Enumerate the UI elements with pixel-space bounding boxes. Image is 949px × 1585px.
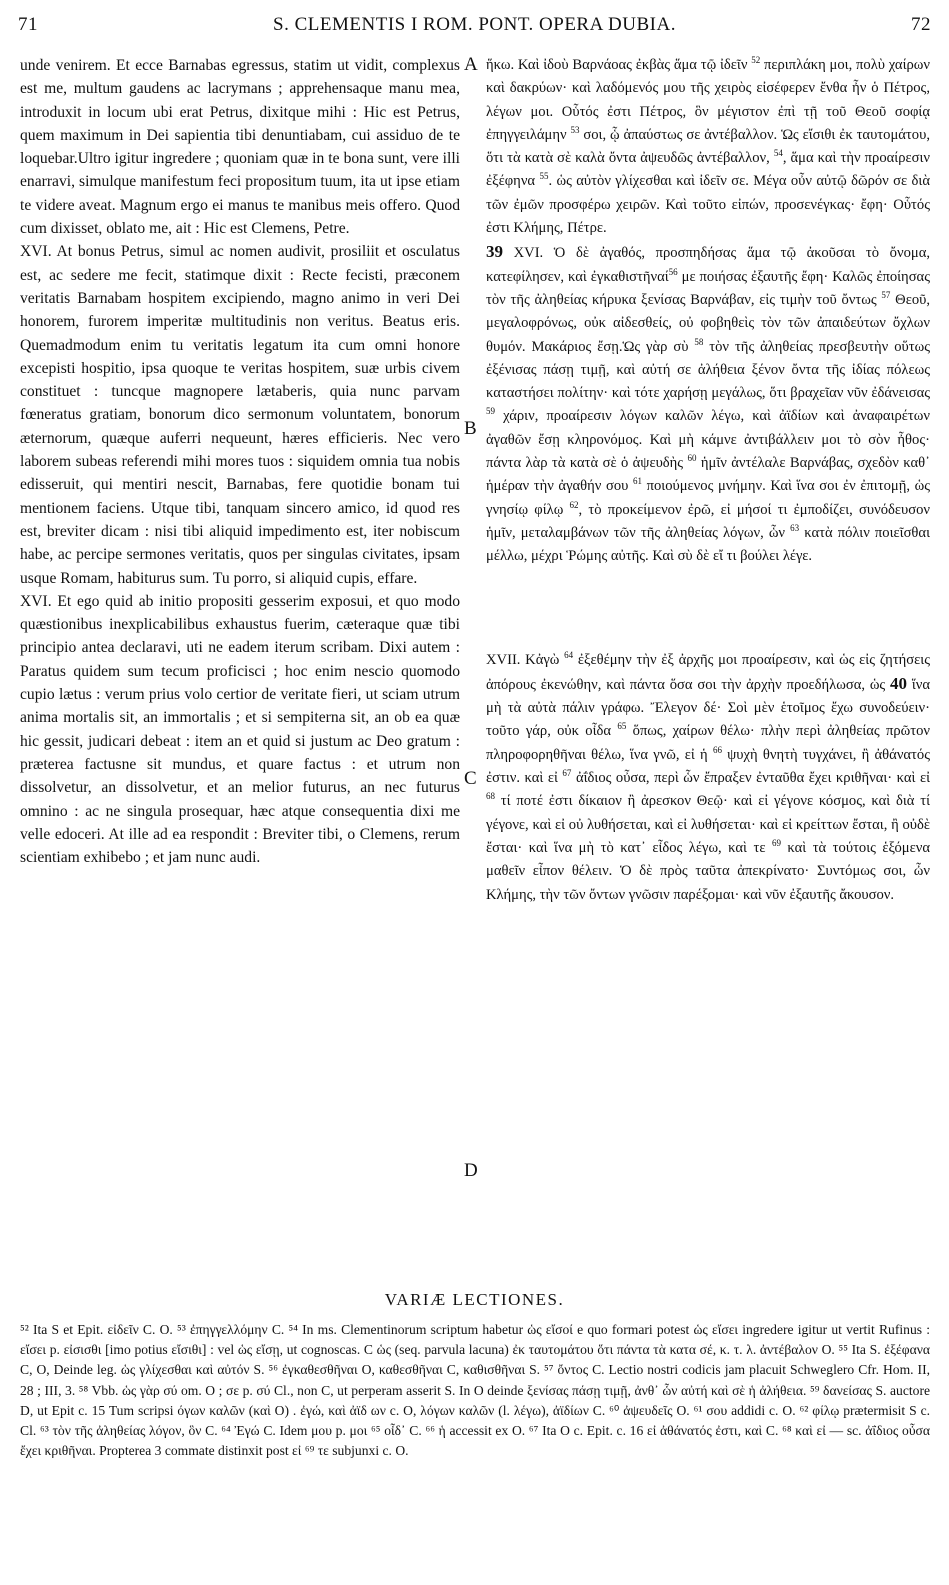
greek-text: κατὰ πόλιν ποιεῖσθαι μέλλω, μέχρι Ῥώμης αὐτῆς. Καὶ σὺ δὲ εἴ τι βούλει λέγε. [486, 524, 930, 565]
footnote-ref: 62 [569, 499, 579, 510]
greek-text: με ποιήσας ἐξαυτῆς ἔφη· Καλῶς ἐποίησας τὸν τῆς ἀληθείας κήρυκα ξενίσας Βαρνάβαν, εἰς τιμὴν τοῦ ὄντως [486, 268, 930, 308]
footnote-ref: 69 [771, 838, 781, 849]
latin-paragraph-1: unde venirem. Et ecce Barnabas egressus, statim ut vidit, complexus est me, multum gaudens ac lacrymans ; apprehensaque manu mea, introduxit in locum ubi erat Petrus, dixitque mihi : Hic est Petrus, quem maximum in Dei sapientia tibi denuntiabam, cui assiduo de te loquebar.Ultro igitur ingredere ; quoniam quæ in te bona sunt, vere illi enarravi, simulque manifestum feci propositum tuum, ita ut ipse etiam te videre aveat. Magnum ergo ei manus te manibus meis offero. Quod cum dixisset, oblato me, ait : Hic est Clemens, Petre. [20, 57, 460, 238]
greek-paragraph-2 [486, 240, 930, 568]
greek-text: ἵνα μὴ τὰ αὐτὰ πάλιν γράφω. Ἔλεγον δέ· Σοὶ μὲν ἑτοῖμος ἔχω συνοδεύειν· τοῦτο γάρ, οὐκ οἶδα [486, 676, 930, 740]
variant-readings [20, 1320, 930, 1461]
footnote-ref: 56 [668, 266, 678, 277]
footnote-ref: 65 [617, 721, 627, 732]
greek-text: , ἅμα καὶ τὴν προαίρεσιν ἐξέφηνα [486, 150, 931, 190]
footnote-ref: 63 [790, 523, 800, 534]
footnote-ref: 57 [881, 290, 891, 301]
footnote-ref: 54 [773, 148, 783, 159]
running-title: S. CLEMENTIS I ROM. PONT. OPERA DUBIA. [273, 14, 676, 35]
greek-paragraph-1 [486, 54, 930, 240]
margin-page-number: 40 [890, 673, 908, 693]
footnote-ref: 64 [564, 649, 574, 660]
greek-text: ποιούμενος μνήμην. Καὶ ἵνα σοι ἐν ἐπιτομῇ, ὡς γνησίῳ φίλῳ [486, 478, 930, 518]
greek-text: ψυχὴ θνητὴ τυγχάνει, ἢ ἀθάνατός ἐστιν. καὶ εἰ [486, 746, 931, 787]
greek-text: . ὡς αὐτὸν γλίχεσθαι καὶ ἰδεῖν σε. Μέγα οὖν αὐτῷ δῶρόν σε διὰ τῶν ἐμῶν προσφέρω χειρῶν. Καὶ τοῦτο εἰπών, προσενέγκας· ἔφη· Οὗτός ἐστι Κλήμης, Πέτρε. [486, 173, 930, 237]
latin-column [20, 54, 460, 869]
footnote-ref: 59 [486, 406, 495, 417]
greek-text: τί ποτέ ἐστι δίκαιον ἢ ἀρεσκον Θεῷ· καὶ εἰ γέγονε κόσμος, καὶ διὰ τί γέγονε, καὶ εἰ οὐ λυθήσεται, καὶ εἰ λυθήσεται· καὶ εἰ κρείττων ἔσται, ἢ οὐδὲ ἔσται· καὶ ἵνα μὴ τὸ κατ᾿ εἶδος λέγω, καὶ τε [486, 793, 931, 856]
greek-column [486, 54, 930, 907]
greek-text: καὶ τὰ τούτοις ἑξόμενα μαθεῖν εἶπον θέλειν. Ὁ δὲ πρὸς ταῦτα ἀπεκρίνατο· Συντόμως σοι, ὦν Κλήμης, τὴν τῶν ὄντων γνῶσιν παρέξομαι· καὶ νῦν ἐξαυτῆς ἄκουσον. [486, 839, 930, 903]
footnote-ref: 53 [570, 125, 580, 136]
margin-page-number: 39 [486, 242, 503, 262]
footnote-ref: 55 [539, 171, 549, 182]
margin-letter-c: C [464, 768, 477, 789]
footnote-ref: 61 [633, 476, 642, 487]
greek-text: σοι, ᾧ ἀπαύστως σε ἀντέβαλλον. Ὡς εἴσιθι ἐκ ταυτομάτου, ὅτι τὰ κατὰ σὲ καλὰ ὄντα ἀψευδῶς ἀντέβαλλον, [486, 126, 930, 167]
footnote-ref: 66 [712, 744, 722, 755]
latin-paragraph-3: XVI. Et ego quid ab initio propositi gesserim exposui, et quo modo quæstionibus inexplicabilibus exhaustus fuerim, cæteraque quæ tibi principio antea declaravi, uti ne eadem iterum scribam. Dixi autem : Paratus quidem sum tecum proficisci ; hoc enim nescio quomodo cupio lætus : verum prius volo certior de veritate fieri, ut sciam utrum anima mortalis sit, an immortalis ; et si sempiterna sit, an ob ea quæ hic gessit, judicari debeat : item an et quid si justum ac Deo gratum : præterea factusne sit mundus, et quare factus : et utrum non dissolvetur, an dissolvetur, et an melior futurus, an nec futurus omnino : ac ne singula prosequar, hæc atque consequentia dixi me velle edoceri. At ille ad ea respondit : Breviter tibi, o Clemens, rerum scientiam exhibebo ; et jam nunc audi. [20, 592, 460, 867]
greek-text: ἡμῖν ἀντέλαλε Βαρνάβας, σχεδὸν καθ᾿ ἡμέραν τὴν ἀγαθήν σου [486, 455, 930, 495]
footnote-ref: 67 [562, 768, 572, 779]
footnote-ref: 58 [694, 336, 704, 347]
latin-paragraph-2: XVI. At bonus Petrus, simul ac nomen audivit, prosiliit et osculatus est, ac sedere me fecit, statimque dixit : Recte fecisti, præconem veritatis Barnabam hospitem excipiendo, magno animo in veri Dei honorem, furorem imperitæ multitudinis non veritus. Beatus eris. Quemadmodum enim tu veritatis legatum ita cum omni honore excepisti hospitio, ipsa quoque te veritas hospitem, suæ urbis civem constituet : tuncque magnopere lætaberis, quia nunc parvam fœneratus gratiam, bonorum dico sermonum voluntatem, bonorum æternorum, quæque auferri nequeunt, hæres efficieris. Nec vero laborem subeas referendi mihi mores tuos : siquidem omnia tua nobis edisseruit, qui mentiri nescit, Barnabas, fere quotidie bonam tui mentionem faciens. Utque tibi, tanquam sincero amico, id quod res est, breviter dicam : nisi tibi aliquid impedimento est, iter nobiscum habe, ac percipe sermones veritatis, quos per singulas civitates, ipsam usque Romam, habiturus sum. Tu porro, si aliquid cupis, effare. [20, 243, 460, 587]
greek-text: Θεοῦ, μεγαλοφρόνως, οὐκ αἰδεσθείς, οὐ φοβηθεὶς τὸν τῶν ἀπαιδεύτων ὄχλων θυμόν. Μακάριος ἔσῃ.Ὡς γὰρ σὺ [486, 291, 930, 355]
page-number-left: 71 [18, 14, 38, 35]
greek-text: χάριν, προαίρεσιν λόγων καλῶν λέγω, καὶ ἀϊδίων καὶ ἀναφαιρέτων ἀγαθῶν ἔσῃ κληρονόμος. Καὶ μὴ κάμνε ἀντιβάλλειν μοι τὸ σὸν ἦθος· πάντα λὰρ τὰ κατὰ σὲ ὁ ἀψευδὴς [486, 408, 930, 472]
running-header [18, 14, 931, 44]
greek-text: περιπλάκη μοι, πολὺ χαίρων καὶ δακρύων· καὶ λαδόμενός μου τῆς χειρὸς εἰσέφερεν ἔνθα ἦν ὁ Πέτρος, λέγων μοι. Οὗτός ἐστι Πέτρος, ὃν μέγιστον ἐπὶ τῇ τοῦ Θεοῦ σοφίᾳ ἐπηγγειλάμην [486, 57, 930, 143]
footnote-ref: 52 [751, 55, 761, 66]
greek-text: ἐξεθέμην τὴν ἐξ ἀρχῆς μοι προαίρεσιν, καὶ ὡς εἰς ζητήσεις ἀπόρους ἐκενώθην, καὶ πάντα ὅσα σοι τὴν ἀρχὴν προεδήλωσα, ὡς [486, 651, 931, 693]
greek-text: XVI. Ὁ δὲ ἀγαθός, προσπηδήσας ἅμα τῷ ἀκοῦσαι τὸ ὄνομα, κατεφίλησεν, καὶ ἐγκαθιστῆναί [486, 245, 930, 285]
margin-letter-b: B [464, 418, 477, 439]
greek-text: τὸν τῆς ἀληθείας πρεσβευτὴν οὕτως ἐξένισας πάσῃ τιμῇ, καὶ αὐτή σε ἀλήθεια ξένον ὄντα τῆς ἰδίας πόλεως καταστήσει πολίτην· καὶ τότε χαρήσῃ μεγάλως, ὅτι βραχεῖαν νῦν ἐδάνεισας [486, 338, 930, 402]
greek-text: , τὸ προκείμενον ἐρῶ, εἰ μήσοί τι ἐμποδίζει, συνόδευσον ἡμῖν, μεταλαμβάνων τῶν τῆς ἀληθείας λόγων, ὧν [486, 501, 930, 541]
variant-readings-heading: VARIÆ LECTIONES. [384, 1290, 565, 1309]
greek-text: ἀΐδιος οὖσα, περὶ ὧν ἔπραξεν ἐνταῦθα ἔχει κριθῆναι· καὶ εἰ [575, 770, 931, 787]
greek-text: ἥκω. Καὶ ἰδοὺ Βαρνάοας ἐκβὰς ἅμα τῷ ἰδεῖν [486, 57, 748, 73]
footnote-ref: 60 [687, 453, 697, 464]
page-number-right: 72 [911, 14, 931, 35]
greek-paragraph-3 [486, 649, 930, 907]
footnote-ref: 68 [486, 791, 495, 802]
variant-readings-text: ⁵² Ita S et Epit. εἰδεῖν C. O. ⁵³ ἐπηγγελλόμην C. ⁵⁴ In ms. Clementinorum scriptum habetur ὡς εἴσοί e quo formari potest ὡς εἴσει ingredere igitur ut vertit Rufinus : εἴσει p. εἰσισθι [imo potius εἴσιθι] : vel ὡς εἴσῃ, ut cognoscas. C ὡς (seq. parvula lacuna) ἐκ ταυτομάτου ὅτι πάντα τὰ κατα σέ, κ. τ. λ. ἀντέβαλον O. ⁵⁵ Ita S. ἐξέφανα C, O, Deinde leg. ὡς γλίχεσθαι καὶ αὐτόν S. ⁵⁶ ἐγκαθεσθῆναι O, καθεσθῆναι C, καθισθῆναι S. ⁵⁷ ὄντος C. Lectio nostri codicis jam placuit Schweglero Cfr. Hom. II, 28 ; III, 3. ⁵⁸ Vbb. ὡς γὰρ σύ om. O ; σε p. σύ Cl., non C, ut perperam asserit S. In O deinde ξενίσας πάσῃ τιμῇ, ἀνθ᾿ ὧν αὐτή καὶ σὲ ἡ ἀλήθεια. ⁵⁹ δανείσας S. auctore D, ut Epit c. 15 Tum scripsi όγων καλῶν (καὶ O) . ἐγώ, καὶ ἀϊδ ων c. O, λόγων καλῶν (l. λέγω), ἀϊδίων C. ⁶⁰ ἀψευδεῖς O. ⁶¹ σου addidi c. O. ⁶² φίλῳ prætermisit S c. Cl. ⁶³ τὸν τῆς ἀληθείας λόγον, ὃν C. ⁶⁴ Ἐγώ C. Idem μου p. μοι ⁶⁵ οἶδ᾿ C. ⁶⁶ ἡ accessit ex O. ⁶⁷ Ita O c. Epit. c. 16 εἰ ἀθάνατός ἐστι, καὶ C. ⁶⁸ καὶ εἰ — sc. ἀΐδιος οὖσα ἔχει κριθῆναι. Propterea 3 commate distinxit post εἰ ⁶⁹ τε subjunxi c. O. [20, 1322, 930, 1459]
greek-text: ὅπως, χαίρων θέλω· πλὴν περὶ ἀληθείας πρῶτον πληροφορηθῆναι θέλω, ἵνα γνῶ, εἰ ἡ [486, 723, 930, 763]
margin-letter-a: A [464, 54, 478, 75]
greek-text: XVII. Κἀγὼ [486, 651, 560, 668]
margin-letter-d: D [464, 1160, 478, 1181]
